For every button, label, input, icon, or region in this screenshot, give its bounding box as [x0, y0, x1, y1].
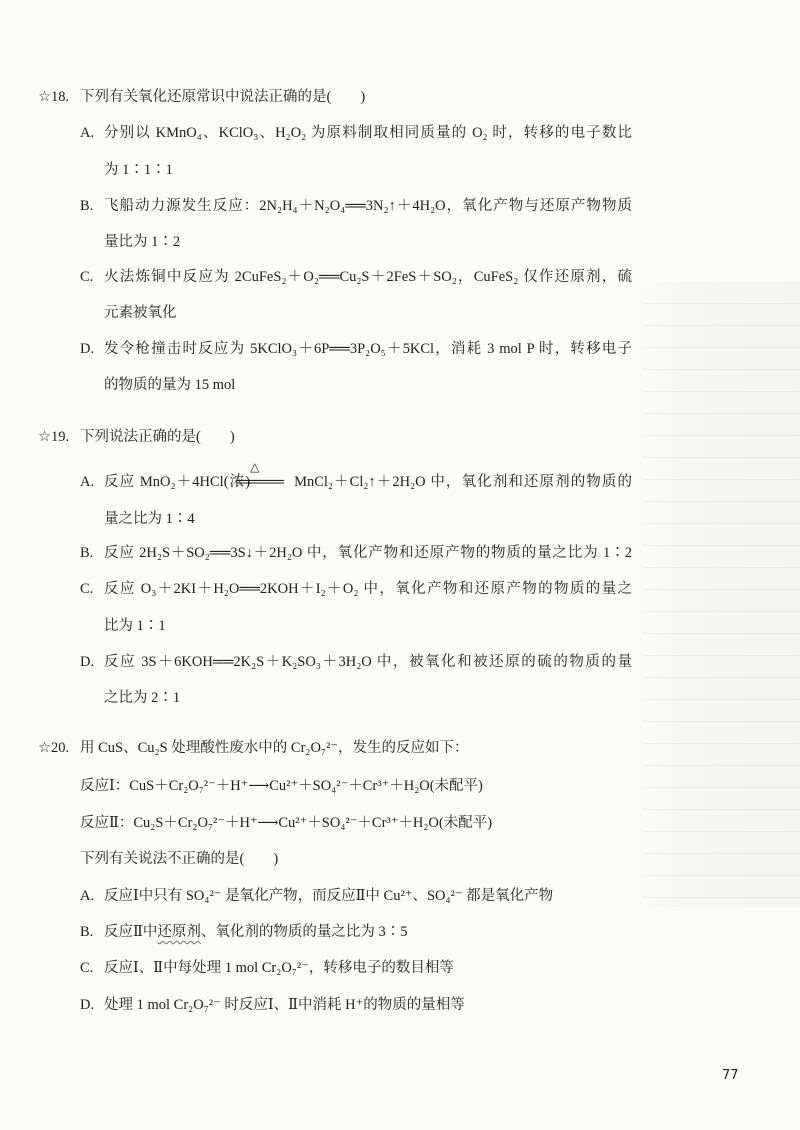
question-20-number: ☆20.: [38, 740, 70, 756]
question-19-option-c-label: C.: [80, 581, 94, 597]
option-b-text-start: 反应Ⅱ中: [104, 924, 158, 940]
heated-equals-sign: [236, 460, 294, 492]
question-20-option-a-text: 反应Ⅰ中只有 SO₄²⁻ 是氧化产物，而反应Ⅱ中 Cu²⁺、SO₄²⁻ 都是氧化产物: [104, 888, 554, 904]
question-20-prompt: 下列有关说法不正确的是( ): [80, 851, 279, 867]
page-number: 77: [722, 1068, 739, 1083]
question-18-option-a-line-2: 为 1∶1∶1: [104, 162, 173, 178]
question-19-stem: 下列说法正确的是( ): [80, 429, 235, 445]
question-19-option-a-line-2: 量之比为 1∶4: [104, 511, 195, 527]
question-19-header: [38, 427, 235, 447]
question-18-option-d-line-1: 发令枪撞击时反应为 5KClO₃＋6P══3P₂O₅＋5KCl，消耗 3 mol P 时，转移电子: [104, 341, 632, 357]
question-19-option-b-label: B.: [80, 545, 94, 561]
pen-underlined-term: 还原剂: [157, 924, 201, 940]
question-20-header: [38, 738, 468, 758]
question-19-option-d-line-2: 之比为 2∶1: [104, 690, 181, 706]
question-19-option-d-line-1: 反应 3S＋6KOH══2K₂S＋K₂SO₃＋3H₂O 中，被氧化和被还原的硫的物质的量: [104, 654, 632, 670]
question-18-number: ☆18.: [38, 89, 70, 105]
question-18-option-d-line-2: 的物质的量为 15 mol: [104, 377, 236, 393]
question-19-option-a-label: A.: [80, 474, 95, 490]
question-18-stem: 下列有关氧化还原常识中说法正确的是( ): [80, 89, 366, 105]
question-18-header: [38, 87, 365, 107]
question-19-option-c-line-2: 比为 1∶1: [104, 618, 166, 634]
question-18-option-c-line-1: 火法炼铜中反应为 2CuFeS₂＋O₂══Cu₂S＋2FeS＋SO₂，CuFeS₂ 仅作还原剂，硫: [104, 269, 632, 285]
question-18-option-b-label: B.: [80, 198, 94, 214]
question-18-option-a-line-1: 分别以 KMnO₄、KClO₃、H₂O₂ 为原料制取相同质量的 O₂ 时，转移的电子数比: [104, 125, 632, 141]
question-20-option-b-text: [104, 922, 407, 942]
question-18-option-a-label: A.: [80, 125, 95, 141]
question-20-option-d-label: D.: [80, 997, 95, 1013]
reaction-left-side: 反应 MnO₂＋4HCl(浓): [104, 474, 251, 490]
question-20-option-a-label: A.: [80, 888, 95, 904]
question-19-option-c-line-1: 反应 O₃＋2KI＋H₂O══2KOH＋I₂＋O₂ 中，氧化产物和还原产物的物质的量之: [104, 581, 632, 597]
reaction-right-side: MnCl₂＋Cl₂↑＋2H₂O 中，氧化剂和还原剂的物质的: [294, 474, 632, 490]
question-19-option-a-line-1: [104, 460, 632, 492]
question-20-option-d-text: 处理 1 mol Cr₂O₇²⁻ 时反应Ⅰ、Ⅱ中消耗 H⁺的物质的量相等: [104, 997, 465, 1013]
heating-condition-symbol: △: [250, 460, 260, 474]
question-20-stem: 用 CuS、Cu₂S 处理酸性废水中的 Cr₂O₇²⁻，发生的反应如下：: [80, 740, 469, 756]
long-equals-sign: ══: [236, 474, 284, 490]
question-18-option-c-label: C.: [80, 269, 94, 285]
question-20-reaction-2: 反应Ⅱ：Cu₂S＋Cr₂O₇²⁻＋H⁺⟶Cu²⁺＋SO₄²⁻＋Cr³⁺＋H₂O(未配平): [80, 815, 493, 831]
bleed-through-lines: [642, 282, 800, 907]
question-20-option-b-label: B.: [80, 924, 94, 940]
question-18-option-c-line-2: 元素被氧化: [104, 305, 177, 321]
question-19-option-b-line-1: 反应 2H₂S＋SO₂══3S↓＋2H₂O 中，氧化产物和还原产物的物质的量之比为 1∶2: [104, 545, 632, 561]
option-b-text-end: 、氧化剂的物质的量之比为 3∶5: [200, 924, 408, 940]
question-18-option-b-line-1: 飞船动力源发生反应：2N₂H₄＋N₂O₄══3N₂↑＋4H₂O，氧化产物与还原产物物质: [104, 198, 632, 214]
question-20-reaction-1: 反应Ⅰ：CuS＋Cr₂O₇²⁻＋H⁺⟶Cu²⁺＋SO₄²⁻＋Cr³⁺＋H₂O(未配平): [80, 778, 483, 794]
question-18-option-b-line-2: 量比为 1∶2: [104, 234, 181, 250]
question-20-option-c-label: C.: [80, 960, 94, 976]
question-18-option-d-label: D.: [80, 341, 95, 357]
question-19-option-d-label: D.: [80, 654, 95, 670]
question-19-number: ☆19.: [38, 429, 70, 445]
question-20-option-c-text: 反应Ⅰ、Ⅱ中每处理 1 mol Cr₂O₇²⁻，转移电子的数目相等: [104, 960, 454, 976]
